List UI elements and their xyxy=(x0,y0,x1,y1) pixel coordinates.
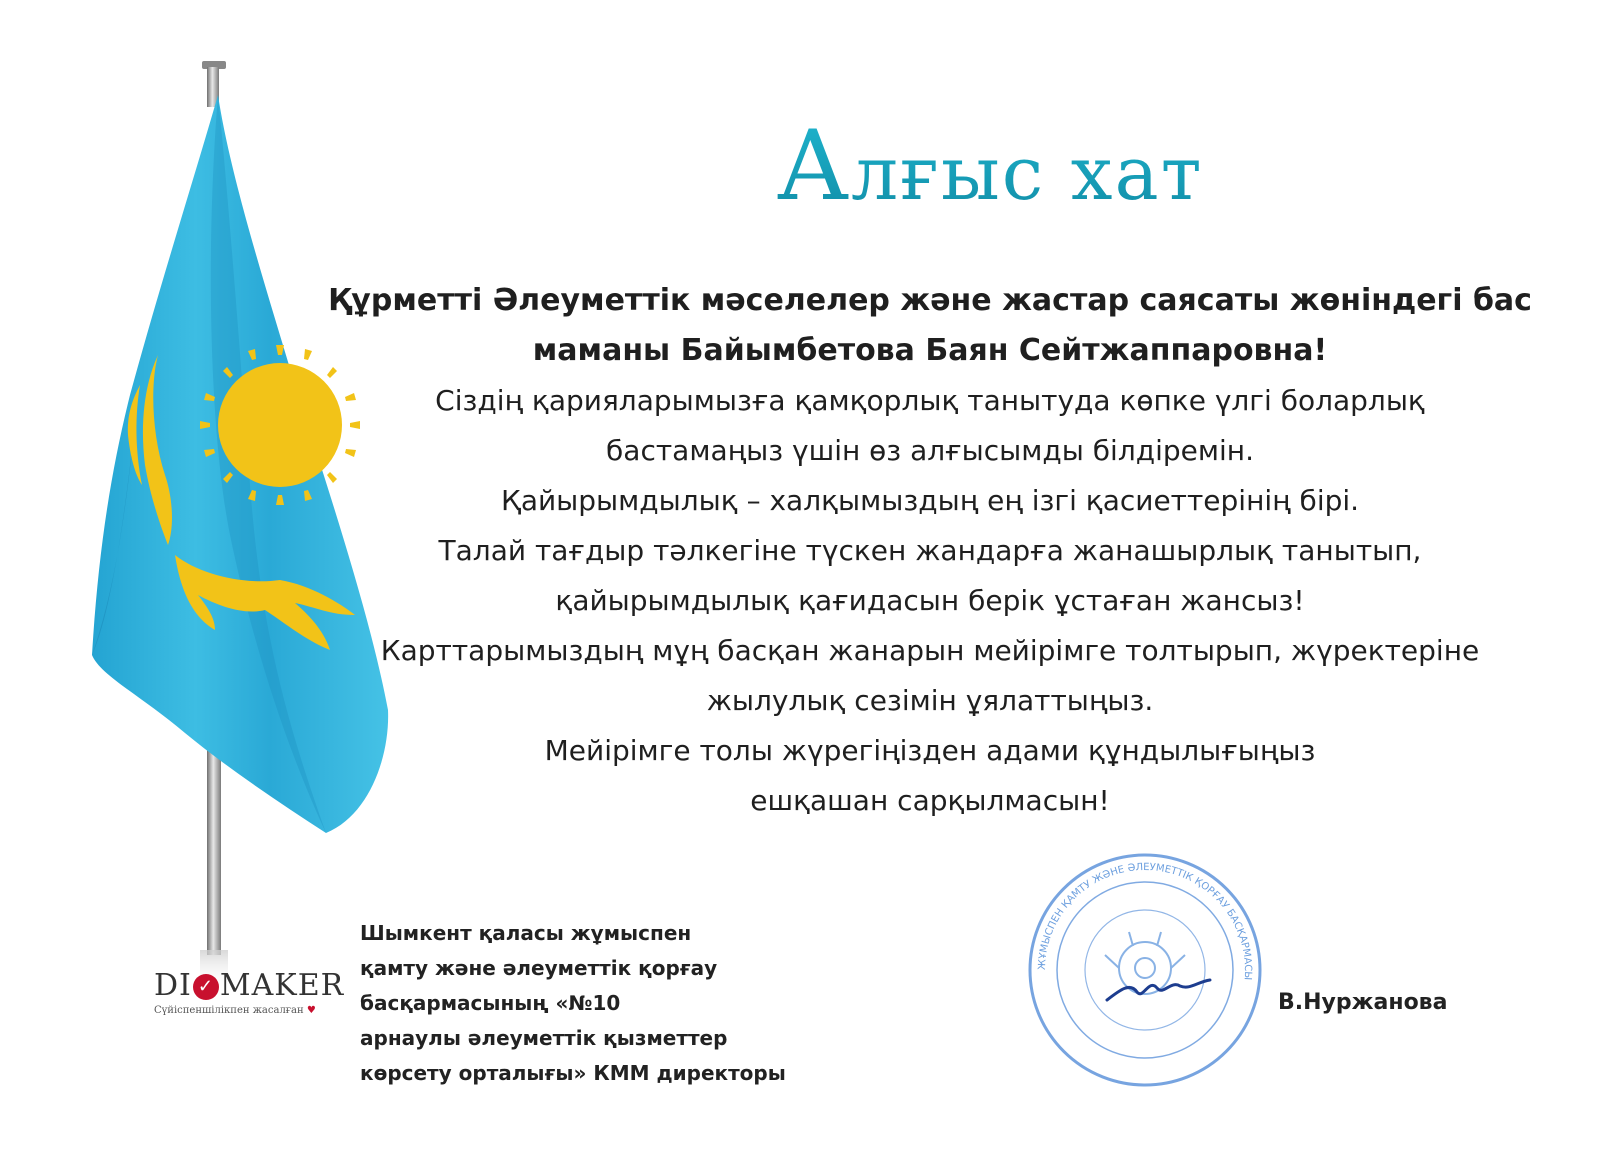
addressee-line-2: маманы Байымбетова Баян Сейтжаппаровна! xyxy=(532,333,1328,368)
heart-check-icon: ✓ xyxy=(193,974,219,1000)
logo-tagline xyxy=(154,1005,344,1016)
org-line: көрсету орталығы» КММ директоры xyxy=(360,1061,786,1085)
stamp-text-path: ЖҰМЫСПЕН ҚАМТУ ЖӘНЕ ӘЛЕУМЕТТІК ҚОРҒАУ БАСҚАРМАСЫ xyxy=(1036,861,1254,981)
organization-block xyxy=(360,916,880,1091)
signature-icon xyxy=(1107,980,1210,1000)
logo-wordmark xyxy=(154,968,344,1003)
paragraph-line: Мейірімге толы жүрегіңізден адами құндылығыңыз xyxy=(544,734,1316,767)
title-initial: А xyxy=(776,110,852,222)
paragraph-line: Қайырымдылық – халқымыздың ең ізгі қасиеттерінің бірі. xyxy=(500,484,1360,517)
paragraph-line: қайырымдылық қағидасын берік ұстаған жансыз! xyxy=(555,584,1305,617)
certificate-title xyxy=(640,110,1340,222)
stamp-text xyxy=(1037,862,1253,980)
org-line: қамту және әлеуметтік қорғау xyxy=(360,956,718,980)
dimaker-logo xyxy=(154,968,344,1016)
org-line: арнаулы әлеуметтік қызметтер xyxy=(360,1026,728,1050)
paragraph-line: Сіздің қарияларымызға қамқорлық танытуда көпке үлгі боларлық xyxy=(435,384,1425,417)
signer-name: В.Нуржанова xyxy=(1278,990,1448,1015)
paragraph-line: ешқашан сарқылмасын! xyxy=(750,784,1110,817)
logo-text-right: MAKER xyxy=(219,968,345,1003)
heart-icon: ♥ xyxy=(306,1005,316,1016)
paragraph-line: Карттарымыздың мұң басқан жанарын мейірімге толтырып, жүректеріне xyxy=(380,634,1480,667)
paragraph-line: жылулық сезімін ұялаттыңыз. xyxy=(706,684,1154,717)
title-rest: лғыс хат xyxy=(851,131,1204,217)
org-line: Шымкент қаласы жұмыспен xyxy=(360,921,692,945)
addressee-line-1: Құрметті Әлеуметтік мәселелер және жастар саясаты жөніндегі бас xyxy=(328,283,1532,318)
logo-text-left: DI xyxy=(154,968,192,1003)
org-line: басқармасының «№10 xyxy=(360,991,621,1015)
paragraph-line: Талай тағдыр тәлкегіне түскен жандарға жанашырлық танытып, xyxy=(438,534,1422,567)
paragraph-line: бастамаңыз үшін өз алғысымды білдіремін. xyxy=(606,434,1254,467)
letter-body xyxy=(290,276,1570,826)
logo-tagline-text: Сүйіспеншілікпен жасалған xyxy=(154,1005,304,1016)
official-stamp xyxy=(1025,850,1265,1090)
